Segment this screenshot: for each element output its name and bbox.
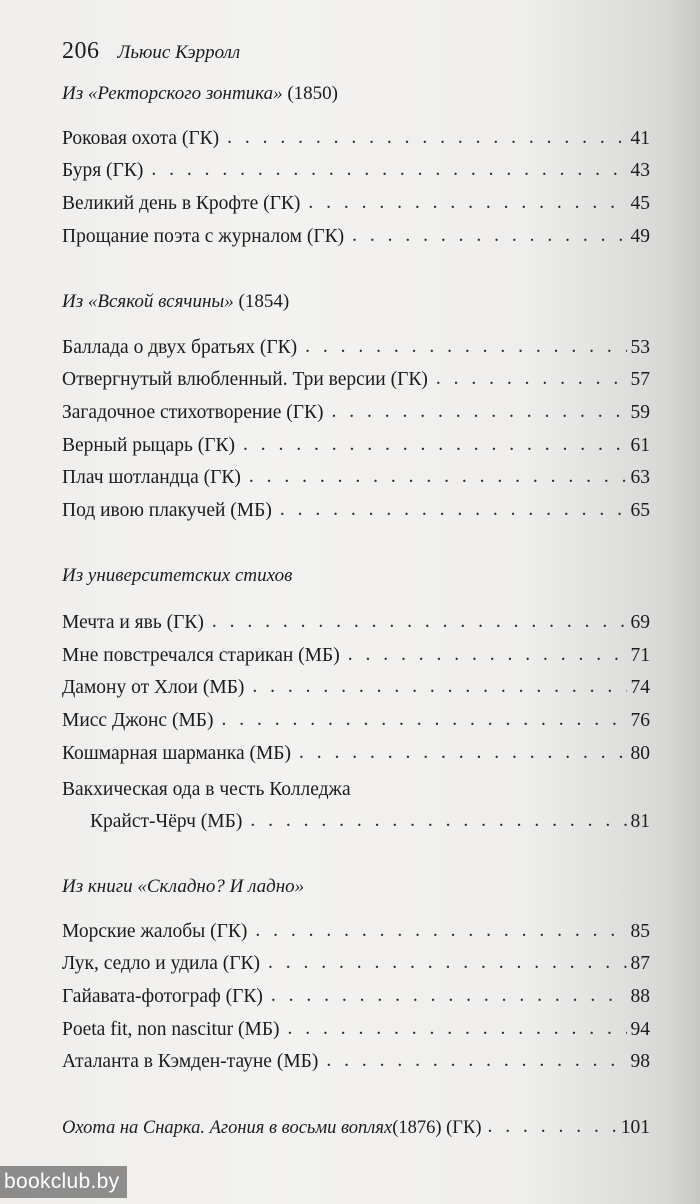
toc-entry: Гайавата-фотограф (ГК) . . . 88 [62,986,650,1016]
section-heading: Из книги «Складно? И ладно» [62,876,305,897]
toc-entry: Лук, седло и удила (ГК) . . . 87 [62,953,650,983]
section-heading: Из «Ректорского зонтика» (1850) [62,83,338,104]
section-heading: Из университетских стихов [62,565,293,586]
toc-entry: Роковая охота (ГК) . . . 41 [62,128,650,158]
toc-entry: Аталанта в Кэмден-тауне (МБ) . . . 98 [62,1051,650,1081]
toc-entry: Мечта и явь (ГК) . . . 69 [62,612,650,642]
toc-entry: Прощание поэта с журналом (ГК) . . . 49 [62,226,650,256]
toc-entry: Плач шотландца (ГК) . . . 63 [62,467,650,497]
toc-entry: Баллада о двух братьях (ГК) . . . 53 [62,337,650,367]
toc-entry: Верный рыцарь (ГК) . . . 61 [62,435,650,465]
toc-entry: Буря (ГК) . . . 43 [62,160,650,190]
section-heading: Из «Всякой всячины» (1854) [62,291,290,312]
running-head: Льюис Кэрролл [117,42,241,63]
toc-entry: Кошмарная шарманка (МБ) . . . 80 [62,743,650,773]
toc-entry: Отвергнутый влюбленный. Три версии (ГК) . . . 57 [62,369,650,399]
toc-entry: Poeta fit, non nascitur (МБ) . . . 94 [62,1019,650,1049]
page-number: 206 [62,38,100,64]
toc-entry: Морские жалобы (ГК) . . . 85 [62,921,650,951]
toc-entry: Загадочное стихотворение (ГК) . . . 59 [62,402,650,432]
toc-entry-final: Охота на Снарка. Агония в восьми воплях (1876) (ГК) . . . 101 [62,1117,650,1147]
toc-entry: Мисс Джонс (МБ) . . . 76 [62,710,650,740]
toc-entry: Мне повстречался старикан (МБ) . . . 71 [62,645,650,675]
page-header [62,38,240,65]
toc-entry: Под ивою плакучей (МБ) . . . 65 [62,500,650,530]
watermark-label: bookclub.by [0,1166,127,1198]
toc-entry: Великий день в Крофте (ГК) . . . 45 [62,193,650,223]
toc-entry: Дамону от Хлои (МБ) . . . 74 [62,677,650,707]
toc-entry: Крайст-Чёрч (МБ) . . . 81 [90,811,650,841]
toc-entry-title-line: Вакхическая ода в честь Колледжа [62,779,351,800]
